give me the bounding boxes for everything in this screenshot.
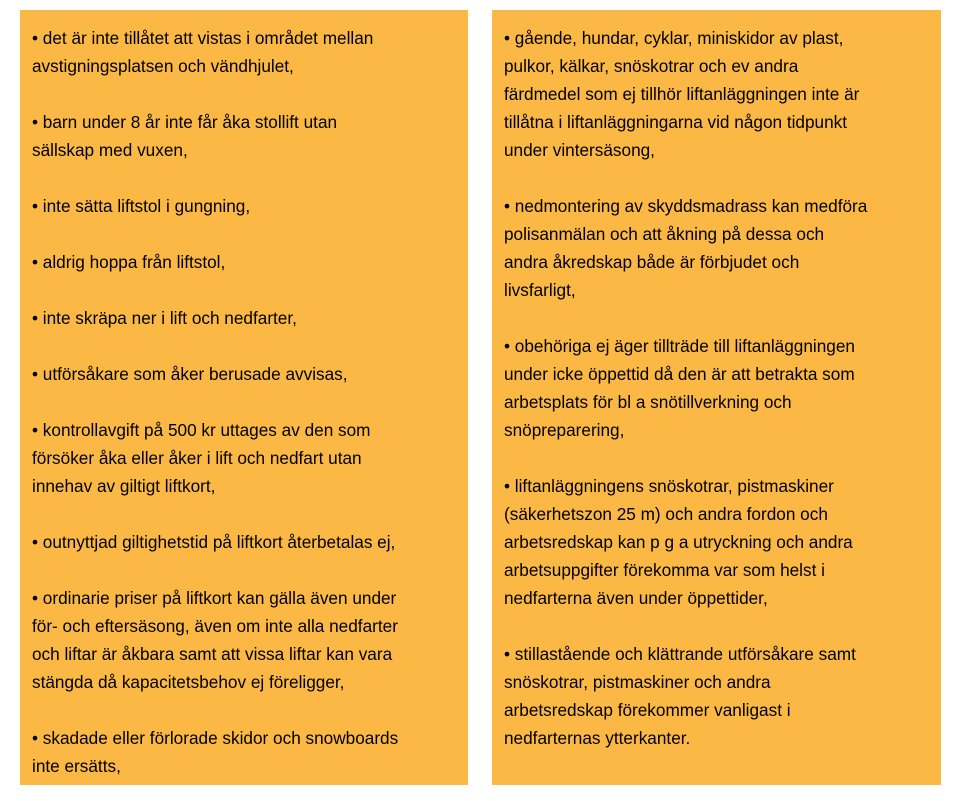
rule-item: • det är inte tillåtet att vistas i området mellan avstigningsplatsen och vändhjulet, [32, 28, 374, 76]
rule-item: • liftanläggningens snöskotrar, pistmaskiner (säkerhetszon 25 m) och andra fordon och arbetsredskap kan p g a utryckning och andra arbetsuppgifter förekomma var som helst i nedfarterna även under öppettider, [504, 476, 853, 608]
rule-item: • skadade eller förlorade skidor och snowboards inte ersätts, [32, 728, 399, 776]
rule-item: • stillastående och klättrande utförsåkare samt snöskotrar, pistmaskiner och andra arbetsredskap förekommer vanligast i nedfarternas ytterkanter. [504, 644, 856, 748]
rule-item: • outnyttjad giltighetstid på liftkort återbetalas ej, [32, 532, 396, 552]
rule-item: • barn under 8 år inte får åka stollift utan sällskap med vuxen, [32, 112, 338, 160]
rule-item: • ordinarie priser på liftkort kan gälla även under för- och eftersäsong, även om inte alla nedfarter och liftar är åkbara samt att vissa liftar kan vara stängda då kapacitetsbehov ej föreligger, [32, 588, 398, 692]
rule-item: • nedmontering av skyddsmadrass kan medföra polisanmälan och att åkning på dessa och andra åkredskap både är förbjudet och livsfarligt, [504, 196, 868, 300]
rule-item: • kontrollavgift på 500 kr uttages av den som försöker åka eller åker i lift och nedfart utan innehav av giltigt liftkort, [32, 420, 371, 496]
rule-item: • aldrig hoppa från liftstol, [32, 252, 226, 272]
rule-item: • inte sätta liftstol i gungning, [32, 196, 251, 216]
rule-item: • inte skräpa ner i lift och nedfarter, [32, 308, 297, 328]
rule-item: • gående, hundar, cyklar, miniskidor av plast, pulkor, kälkar, snöskotrar och ev andra färdmedel som ej tillhör liftanläggningen inte är tillåtna i liftanläggningarna vid någon tidpunkt under vintersäsong, [504, 28, 860, 160]
left-rules-panel [20, 10, 468, 785]
right-rules-panel [492, 10, 941, 785]
rule-item: • utförsåkare som åker berusade avvisas, [32, 364, 348, 384]
rule-item: • obehöriga ej äger tillträde till liftanläggningen under icke öppettid då den är att betrakta som arbetsplats för bl a snötillverkning och snöpreparering, [504, 336, 855, 440]
